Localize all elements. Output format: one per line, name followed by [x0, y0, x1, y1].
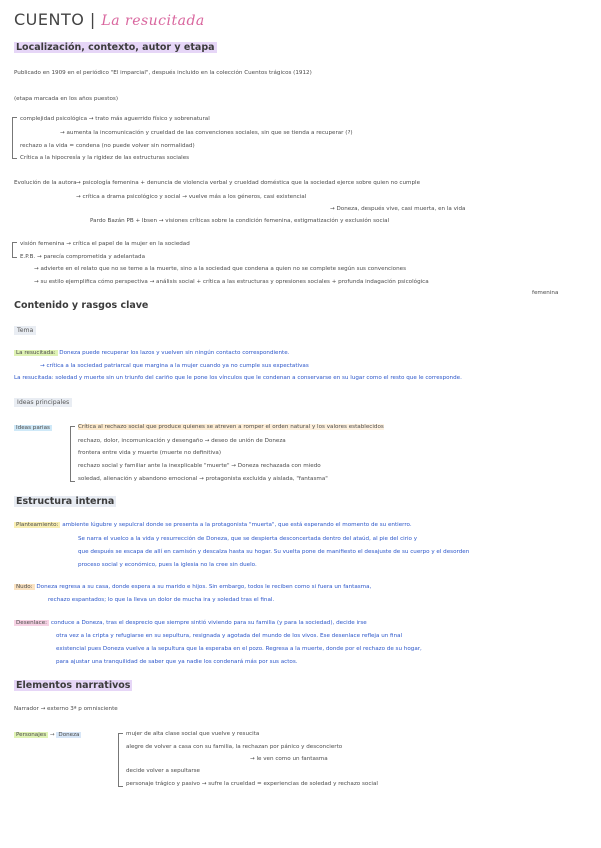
desen-line-2: otra vez a la cripta y refugiarse en su sepultura, resignada y agotada del mundo de los vivos. Ese desenlace refleja un final — [56, 633, 403, 639]
ideas-1: Crítica al rechazo social que produce quienes se atreven a romper el orden natural y los valores establecidos — [78, 424, 384, 430]
pers-1: mujer de alta clase social que vuelve y resucita — [126, 731, 260, 737]
ideas-2: rechazo, dolor, incomunicación y desengaño → deseo de unión de Doneza — [78, 438, 286, 444]
tema-line-1: La resucitada: Doneza puede recuperar los lazos y vuelven sin ningún contacto correspondiente. — [16, 350, 290, 356]
section-heading-contenido: Contenido y rasgos clave — [14, 300, 149, 311]
bracket-3 — [70, 426, 75, 482]
section-heading-localizacion: Localización, contexto, autor y etapa — [16, 42, 215, 53]
trail-word: femenina — [532, 290, 559, 296]
title-text: CUENTO | — [14, 10, 96, 29]
ideas-label: Ideas principales — [14, 398, 72, 407]
bullet-3: rechazo a la vida = condena (no puede volver sin normalidad) — [20, 143, 195, 149]
desen-line-1: Desenlace: conduce a Doneza, tras el desprecio que siempre sintió viviendo para su familia (y para la sociedad), decide irse — [16, 620, 367, 626]
personajes-line: Personajes → Doneza — [16, 732, 80, 738]
etapa-line: (etapa marcada en los años puestos) — [14, 96, 119, 102]
ideas-4: rechazo social y familiar ante la inexplicable "muerte" → Doneza rechazada con miedo — [78, 463, 321, 469]
evolution-3: → Doneza, después vive, casi muerta, en la vida — [330, 206, 466, 212]
tema-line-2: → crítica a la sociedad patriarcal que margina a la mujer cuando ya no cumple sus expectativas — [40, 363, 309, 369]
nudo-line-2: rechazo espantados; lo que la lleva un dolor de mucha ira y soledad tras el final. — [48, 597, 275, 603]
plant-line-2: Se narra el vuelco a la vida y resurrección de Doneza, que se despierta desconcertada dentro del ataúd, al pie del cirio y — [78, 536, 418, 542]
bracket2-3: → advierte en el relato que no se teme a la muerte, sino a la sociedad que condena a quien no se complete según sus convenciones — [34, 266, 407, 272]
ideas-5: soledad, alienación y abandono emocional → protagonista excluida y aislada, "fantasma" — [78, 476, 328, 482]
evolution-4: Pardo Bazán PB + Ibsen → visiones críticas sobre la condición femenina, estigmatización y exclusión social — [90, 218, 390, 224]
plant-line-3: que después se escapa de allí en camisón y descalza hasta su hogar. Su vuelta pone de manifiesto el desajuste de su cuerpo y el desorden — [78, 549, 470, 555]
ideas-3: frontera entre vida y muerte (muerte no definitiva) — [78, 450, 222, 456]
bracket-2 — [12, 242, 17, 258]
page-title — [14, 10, 205, 29]
nudo-line-1: Nudo: Doneza regresa a su casa, donde espera a su marido e hijos. Sin embargo, todos le reciben como si fuera un fantasma, — [16, 584, 372, 590]
desen-line-4: para ajustar una tranquilidad de saber que ya nadie los condenará más por sus actos. — [56, 659, 298, 665]
ideas-tag: Ideas parias — [16, 425, 50, 431]
title-subtitle: La resucitada — [101, 13, 205, 29]
plant-line-1: Planteamiento: ambiente lúgubre y sepulcral donde se presenta a la protagonista "muerta", que está esperando el momento de su entierro. — [16, 522, 412, 528]
published-line: Publicado en 1909 en el periódico "El imparcial", después incluido en la colección Cuentos trágicos (1912) — [14, 70, 312, 76]
bullet-4: Crítica a la hipocresía y la rigidez de las estructuras sociales — [20, 155, 190, 161]
narrador-line: Narrador → externo 3ª p omnisciente — [14, 706, 118, 712]
evolution-1: → psicología femenina + denuncia de violencia verbal y crueldad doméstica que la sociedad ejerce sobre quien no cumple — [76, 180, 421, 186]
section-heading-estructura: Estructura interna — [16, 496, 115, 507]
pers-3: → le ven como un fantasma — [250, 756, 328, 762]
evolution-2: → crítica a drama psicológico y social → vuelve más a los géneros, casi existencial — [76, 194, 307, 200]
desen-line-3: existencial pues Doneza vuelve a la sepultura que la esperaba en el pozo. Regresa a la muerte, donde por el rechazo de su hogar, — [56, 646, 422, 652]
tema-label: Tema — [14, 326, 36, 335]
bracket-4 — [118, 733, 123, 787]
evolution-label: Evolución de la autora — [14, 180, 77, 186]
bracket2-2: E.P.B. → parecía comprometida y adelantada — [20, 254, 146, 260]
bracket2-4: → su estilo ejemplifica cómo perspectiva → análisis social + crítica a las estructuras y opresiones sociales + profunda indagación psicológica — [34, 279, 429, 285]
bracket-1 — [12, 117, 17, 159]
pers-4: decide volver a sepultarse — [126, 768, 200, 774]
pers-5: personaje trágico y pasivo → sufre la crueldad = experiencias de soledad y rechazo social — [126, 781, 378, 787]
plant-line-4: proceso social y económico, pues la iglesia no la cree sin duelo. — [78, 562, 257, 568]
section-heading-narrativos: Elementos narrativos — [16, 680, 131, 691]
pers-2: alegre de volver a casa con su familia, la rechazan por pánico y desconcierto — [126, 744, 343, 750]
bullet-1: complejidad psicológica → trato más aguerrido físico y sobrenatural — [20, 116, 210, 122]
tema-line-3: La resucitada: soledad y muerte sin un triunfo del cariño que le pone los vínculos que le condenan a conservarse en su lugar como el resto que le corresponde. — [14, 375, 462, 381]
bracket2-1: visión femenina → crítica el papel de la mujer en la sociedad — [20, 241, 190, 247]
bullet-2: → aumenta la incomunicación y crueldad de las convenciones sociales, sin que se tienda a recuperar (?) — [60, 130, 353, 136]
